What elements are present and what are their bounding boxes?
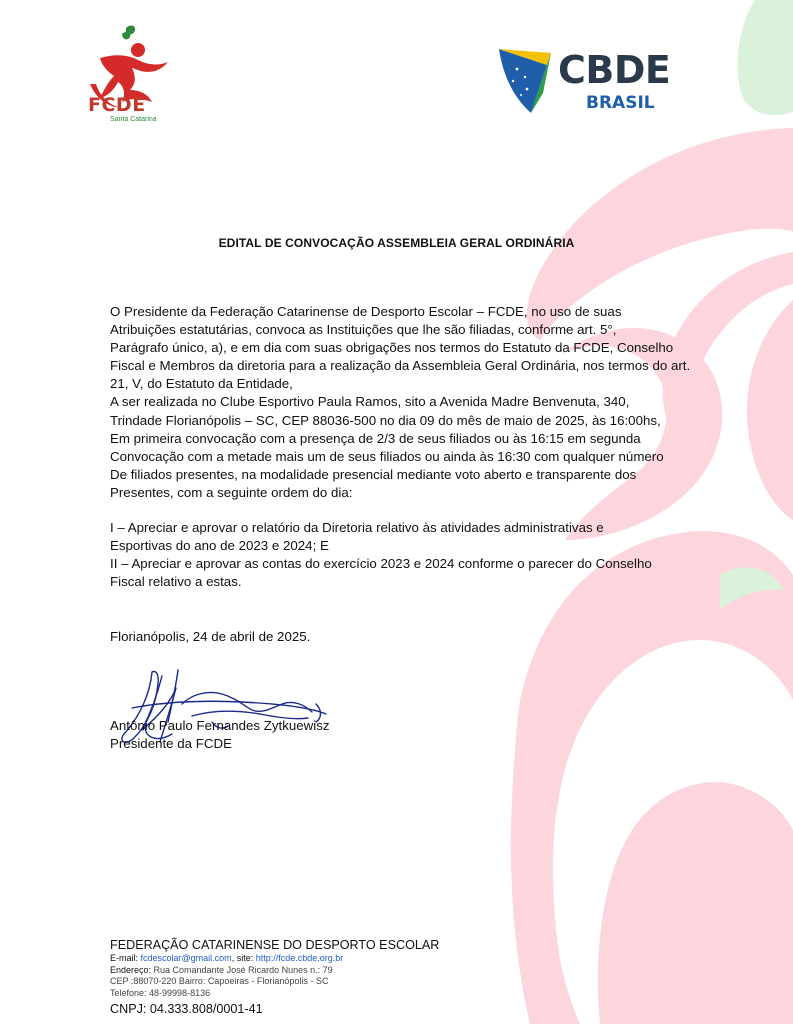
phone-value: 48-99998-8136 (149, 987, 211, 998)
paragraph-line: Presentes, com a seguinte ordem do dia: (110, 484, 353, 500)
fcde-logo-text: FCDE (88, 94, 146, 116)
address-label: Endereço: (110, 964, 154, 975)
footer (110, 937, 439, 1018)
email-link[interactable]: fcdescolar@gmail.com (140, 953, 232, 963)
paragraph-line: 21, V, do Estatuto da Entidade, (110, 376, 293, 392)
footer-cep-line: CEP :88070-220 Bairro: Capoeiras - Florianópolis - SC (110, 976, 329, 987)
paragraph-line: Parágrafo único, a), e em dia com suas obrigações nos termos do Estatuto da FCDE, Conselho (110, 340, 674, 356)
paragraph-line: A ser realizada no Clube Esportivo Paula Ramos, sito a Avenida Madre Benvenuta, 340, (110, 394, 630, 410)
footer-address-line (110, 965, 439, 977)
agenda-line: I – Apreciar e aprovar o relatório da Diretoria relativo às atividades administrativas e (110, 520, 604, 536)
agenda-line: Fiscal relativo a estas. (110, 574, 242, 590)
site-label: , site: (231, 953, 256, 963)
paragraph-line: O Presidente da Federação Catarinense de Desporto Escolar – FCDE, no uso de suas (110, 304, 622, 319)
paragraph-line: Atribuições estatutárias, convoca as Instituições que lhe são filiadas, conforme art. 5°, (110, 322, 617, 338)
phone-label: Telefone: (110, 987, 150, 998)
email-label: E-mail: (110, 953, 141, 963)
agenda-line: II – Apreciar e aprovar as contas do exercício 2023 e 2024 conforme o parecer do Conselho (110, 556, 652, 572)
paragraph-line: Fiscal e Membros da diretoria para a realização da Assembleia Geral Ordinária, nos termos do art. (110, 358, 691, 374)
cbde-logo-subtitle: BRASIL (586, 93, 655, 113)
document-body (110, 303, 691, 591)
address-value: Rua Comandante José Ricardo Nunes n.: 79 (153, 964, 333, 975)
place-date: Florianópolis, 24 de abril de 2025. (110, 629, 311, 644)
document-title: EDITAL DE CONVOCAÇÃO ASSEMBLEIA GERAL ORDINÁRIA (218, 236, 575, 250)
paragraph-line: Convocação com a metade mais um de seus filiados ou ainda às 16:30 com qualquer número (110, 448, 664, 464)
signer-role: Presidente da FCDE (110, 736, 232, 751)
site-link[interactable]: http://fcde.cbde.org.br (255, 953, 344, 963)
signer-name: Antônio Paulo Fernandes Zytkuewisz (110, 718, 330, 733)
cbde-logo-text: CBDE (558, 48, 671, 92)
footer-cnpj: CNPJ: 04.333.808/0001-41 (110, 1002, 263, 1017)
cbde-logo (497, 43, 553, 115)
agenda-line: Esportivas do ano de 2023 e 2024; E (110, 538, 329, 554)
footer-org-name: FEDERAÇÃO CATARINENSE DO DESPORTO ESCOLAR (110, 938, 440, 952)
fcde-logo-subtitle: Santa Catarina (110, 116, 157, 123)
footer-phone-line (110, 988, 439, 1000)
paragraph-line: De filiados presentes, na modalidade presencial mediante voto aberto e transparente dos (110, 466, 637, 482)
paragraph-line: Em primeira convocação com a presença de 2/3 de seus filiados ou às 16:15 em segunda (110, 430, 641, 446)
paragraph-gap (110, 502, 670, 519)
paragraph-line: Trindade Florianópolis – SC, CEP 88036-500 no dia 09 do mês de maio de 2025, às 16:00hs, (110, 412, 661, 428)
footer-contact-line (110, 953, 439, 965)
